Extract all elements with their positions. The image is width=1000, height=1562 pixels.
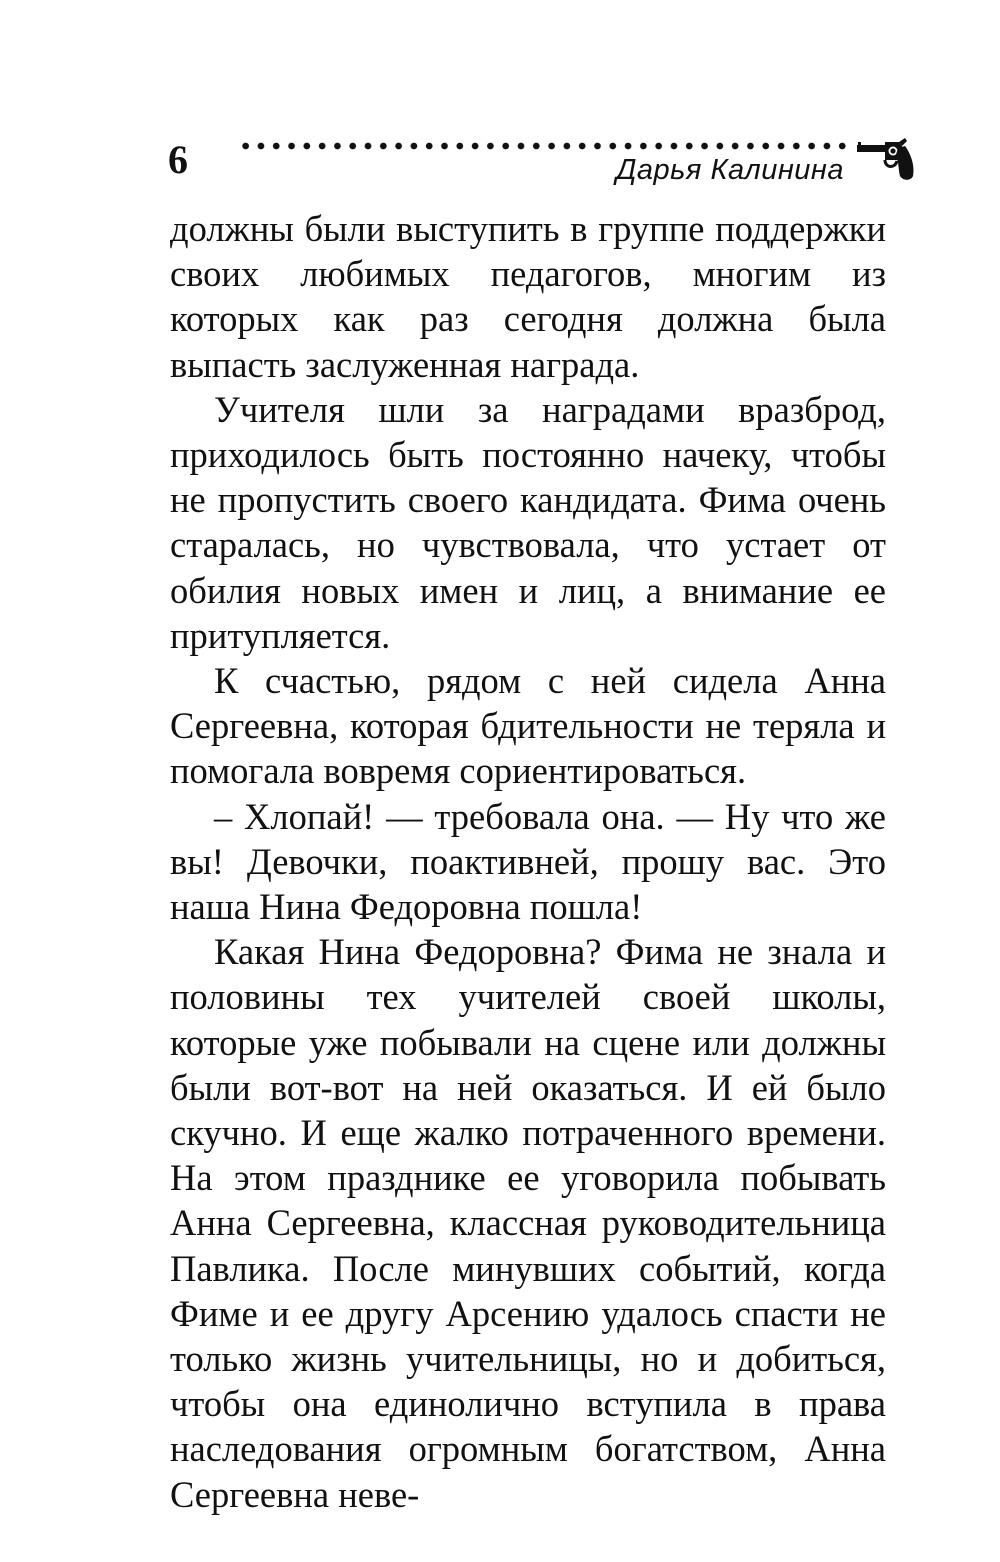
body-text [170, 206, 886, 1517]
revolver-icon [855, 136, 917, 182]
paragraph-1: должны были выступить в группе поддержки своих любимых педагогов, многим из которых как раз сегодня должна была выпасть заслуженная награда. [170, 208, 886, 385]
paragraph-5: Какая Нина Федоровна? Фима не знала и половины тех учителей своей школы, которые уже побывали на сцене или должны были вот-вот на ней оказаться. И ей было скучно. И еще жалко потраченного времени. На этом празднике ее уговорила побывать Анна Сергеевна, классная руководительница Павлика. После минувших событий, когда Фиме и ее другу Арсению удалось спасти не только жизнь учительницы, но и добиться, чтобы она единолично вступила в права наследования огромным богатством, Анна Сергеевна неве- [170, 931, 886, 1515]
dotted-rule [238, 140, 850, 152]
paragraph-2: Учителя шли за наградами вразброд, приходилось быть постоянно начеку, чтобы не пропустить своего кандидата. Фима очень старалась, но чувствовала, что устает от обилия новых имен и лиц, а внимание ее притупляется. [170, 388, 886, 656]
page-number: 6 [168, 137, 188, 182]
running-head-author: Дарья Калинина [615, 154, 844, 186]
paragraph-4: – Хлопай! — требовала она. — Ну что же вы! Девочки, поактивней, прошу вас. Это наша Нина Федоровна пошла! [170, 795, 886, 928]
paragraph-3: К счастью, рядом с ней сидела Анна Сергеевна, которая бдительности не теряла и помогала вовремя сориентироваться. [170, 660, 886, 792]
